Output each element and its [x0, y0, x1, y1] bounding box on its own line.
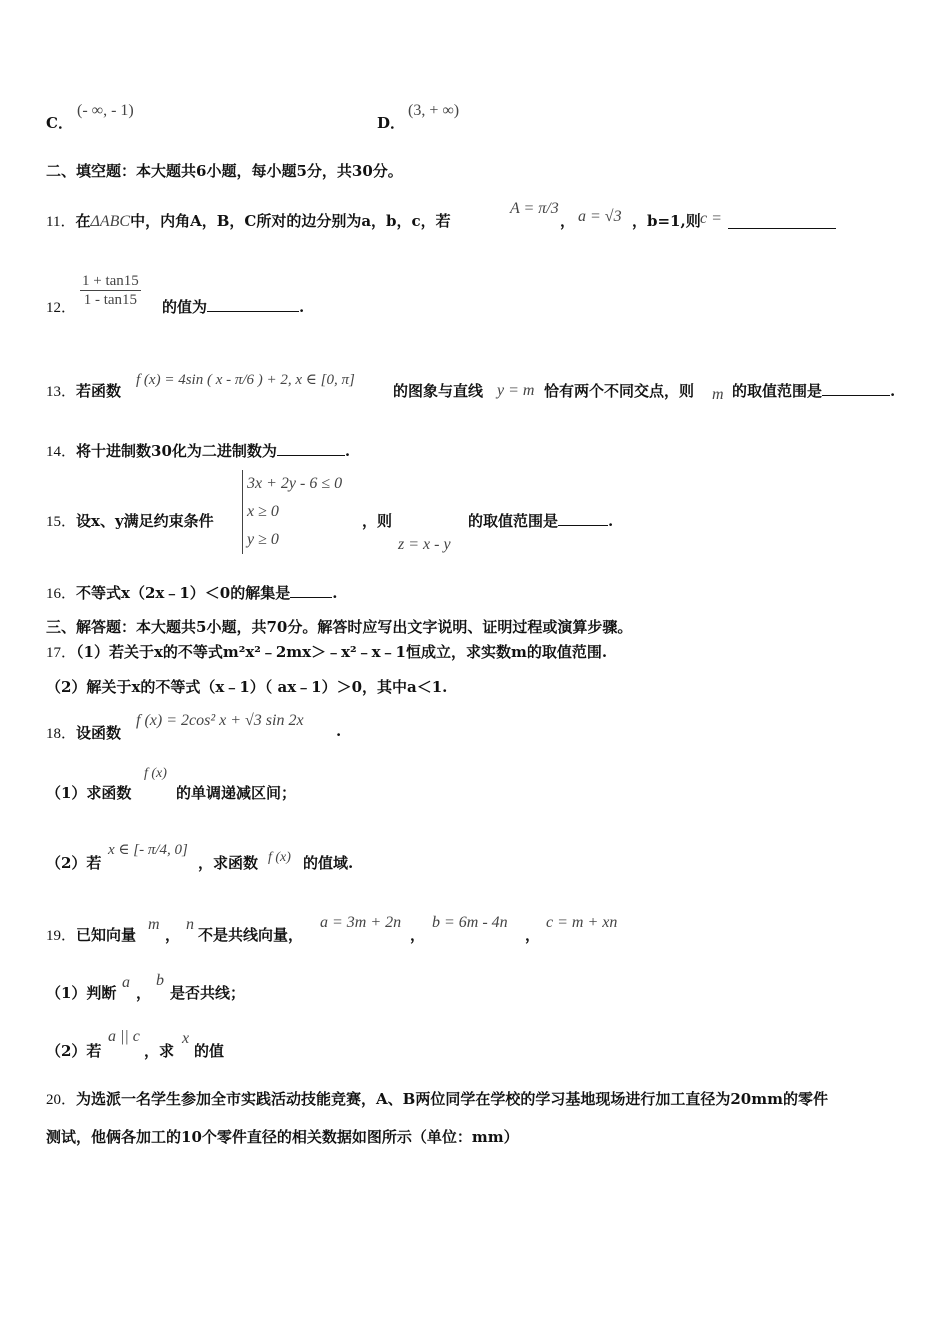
q12-text	[162, 296, 304, 317]
q17-part1: （1）若关于x的不等式m²x²﹣2mx＞﹣x²﹣x﹣1恒成立，求实数m的取值范围.	[76, 643, 608, 661]
q11-number: 11．	[46, 214, 76, 230]
q19-part2-text: （2）若	[46, 1042, 102, 1060]
q13-text4-label: 的取值范围是	[732, 382, 823, 400]
q11-triangle: ΔABC	[90, 213, 131, 230]
q18-function: f (x) = 2cos² x + √3 sin 2x	[136, 712, 304, 729]
q16-answer-blank[interactable]	[290, 583, 332, 598]
choice-d	[377, 112, 405, 133]
q19-vector-n: n	[186, 916, 194, 933]
q19-part1	[46, 982, 116, 1003]
q11-target: c =	[700, 210, 722, 227]
q15-constraint-1: 3x + 2y - 6 ≤ 0	[247, 475, 343, 492]
q12-answer-blank[interactable]	[207, 297, 299, 312]
section3-heading: 三、解答题：本大题共5小题，共70分。解答时应写出文字说明、证明过程或演算步骤。	[46, 618, 633, 636]
q11-text3: ，b=1,则	[632, 212, 701, 230]
q19-part1-sep: ，	[136, 984, 152, 1002]
question-12	[46, 296, 76, 317]
q16-number: 16．	[46, 586, 77, 602]
q18-part2-text3: 的值域.	[303, 854, 354, 872]
q19-text2: 不是共线向量，	[198, 926, 304, 944]
q13-number: 13．	[46, 384, 77, 400]
q18-part2-text: （2）若	[46, 854, 102, 872]
q15-target: z = x - y	[398, 536, 451, 553]
q19-part2-cond: a || c	[108, 1028, 140, 1045]
choice-c-value: (- ∞, - 1)	[77, 102, 134, 119]
q11-cond-side: a = √3	[578, 208, 622, 225]
q15-text3	[468, 510, 613, 531]
q14-number: 14．	[46, 444, 77, 460]
q16-text: 不等式x（2x﹣1）＜0的解集是	[76, 584, 291, 602]
q15-answer-blank[interactable]	[558, 511, 608, 526]
q19-vector-c: c = m + xn	[546, 914, 618, 931]
q19-vector-m: m	[148, 916, 160, 933]
q14-answer-blank[interactable]	[277, 441, 345, 456]
q15-text3-label: 的取值范围是	[468, 512, 559, 530]
q20-line1: 为选派一名学生参加全市实践活动技能竞赛，A、B两位同学在学校的学习基地现场进行加工直径为20mm的零件	[76, 1090, 828, 1108]
q19-part1-text2: 是否共线；	[170, 984, 246, 1002]
q13-end: .	[890, 382, 896, 400]
question-17-part2: （2）解关于x的不等式（x﹣1）（ ax﹣1）＞0，其中a＜1.	[46, 678, 448, 696]
section2-heading: 二、填空题：本大题共6小题，每小题5分，共30分。	[46, 162, 403, 180]
q18-part1-text: （1）求函数	[46, 784, 132, 802]
q19-number: 19．	[46, 928, 77, 944]
q15-number: 15．	[46, 514, 77, 530]
q18-part2-cond: x ∈ [- π/4, 0]	[108, 842, 188, 858]
q17-number: 17．	[46, 645, 77, 661]
choice-c	[46, 112, 73, 133]
q19-part2-text3: 的值	[194, 1042, 225, 1060]
choice-d-value: (3, + ∞)	[408, 102, 460, 119]
q11-answer-blank[interactable]	[728, 214, 836, 229]
question-15	[46, 510, 214, 531]
q18-end: .	[336, 722, 342, 740]
q19-vector-b: b = 6m - 4n	[432, 914, 508, 931]
question-17-part1	[46, 641, 607, 662]
q19-part2-text2: ，求	[144, 1042, 175, 1060]
q13-text2: 的图象与直线	[393, 382, 484, 400]
q20-number: 20．	[46, 1092, 77, 1108]
q19-part1-text: （1）判断	[46, 984, 117, 1002]
q11-sep: ，	[560, 212, 576, 230]
q12-denominator: 1 - tan15	[83, 292, 138, 308]
q18-part1-text2: 的单调递减区间；	[176, 784, 297, 802]
question-18	[46, 722, 121, 743]
question-20-line2: 测试，他俩各加工的10个零件直径的相关数据如图所示（单位：mm）	[46, 1128, 519, 1146]
q19-sep-a: ，	[410, 926, 426, 944]
choice-c-label: C．	[46, 114, 73, 132]
q19-part1-a: a	[122, 974, 130, 991]
q15-constraint-3: y ≥ 0	[247, 531, 279, 548]
q19-part1-b: b	[156, 972, 164, 989]
q15-text2: ，则	[362, 512, 393, 530]
q18-part1-func: f (x)	[144, 766, 167, 781]
question-20-line1	[46, 1088, 828, 1109]
question-11	[46, 210, 451, 231]
q14-end: .	[344, 442, 351, 460]
q12-text-label: 的值为	[162, 298, 208, 316]
q12-number: 12．	[46, 300, 77, 316]
q12-end: .	[299, 298, 305, 316]
q18-part2	[46, 852, 101, 873]
q18-part2-text2: ，求函数	[198, 854, 259, 872]
q15-constraints	[242, 470, 342, 554]
q13-line: y = m	[497, 382, 535, 399]
q13-param: m	[712, 386, 724, 403]
q14-text: 将十进制数30化为二进制数为	[76, 442, 277, 460]
q13-answer-blank[interactable]	[822, 381, 890, 396]
q19-part2-x: x	[182, 1030, 190, 1047]
choice-d-label: D．	[377, 114, 406, 132]
q13-text1: 若函数	[76, 382, 122, 400]
q18-text: 设函数	[76, 724, 122, 742]
q19-sep: ，	[165, 926, 181, 944]
q15-end: .	[608, 512, 614, 530]
q12-fraction	[80, 272, 141, 309]
q19-part2	[46, 1040, 101, 1061]
q18-part2-func: f (x)	[268, 850, 291, 865]
q11-text2: 中，内角A，B，C所对的边分别为a，b，c，若	[130, 212, 451, 230]
q13-function: f (x) = 4sin ( x - π/6 ) + 2, x ∈ [0, π]	[136, 372, 355, 388]
q12-numerator: 1 + tan15	[82, 273, 139, 289]
q19-sep-b: ，	[525, 926, 541, 944]
q19-text1: 已知向量	[76, 926, 137, 944]
q11-text1: 在	[75, 212, 91, 230]
q16-end: .	[332, 584, 338, 602]
q15-text1: 设x、y满足约束条件	[76, 512, 214, 530]
question-14	[46, 440, 350, 461]
question-13	[46, 380, 121, 401]
q18-number: 18．	[46, 726, 77, 742]
q19-vector-a: a = 3m + 2n	[320, 914, 402, 931]
q18-part1	[46, 782, 131, 803]
question-19	[46, 924, 136, 945]
q13-text4	[732, 380, 895, 401]
q11-cond-a: A = π/3	[510, 200, 559, 217]
q15-constraint-2: x ≥ 0	[247, 503, 279, 520]
question-16	[46, 582, 337, 603]
q13-text3: 恰有两个不同交点，则	[544, 382, 695, 400]
